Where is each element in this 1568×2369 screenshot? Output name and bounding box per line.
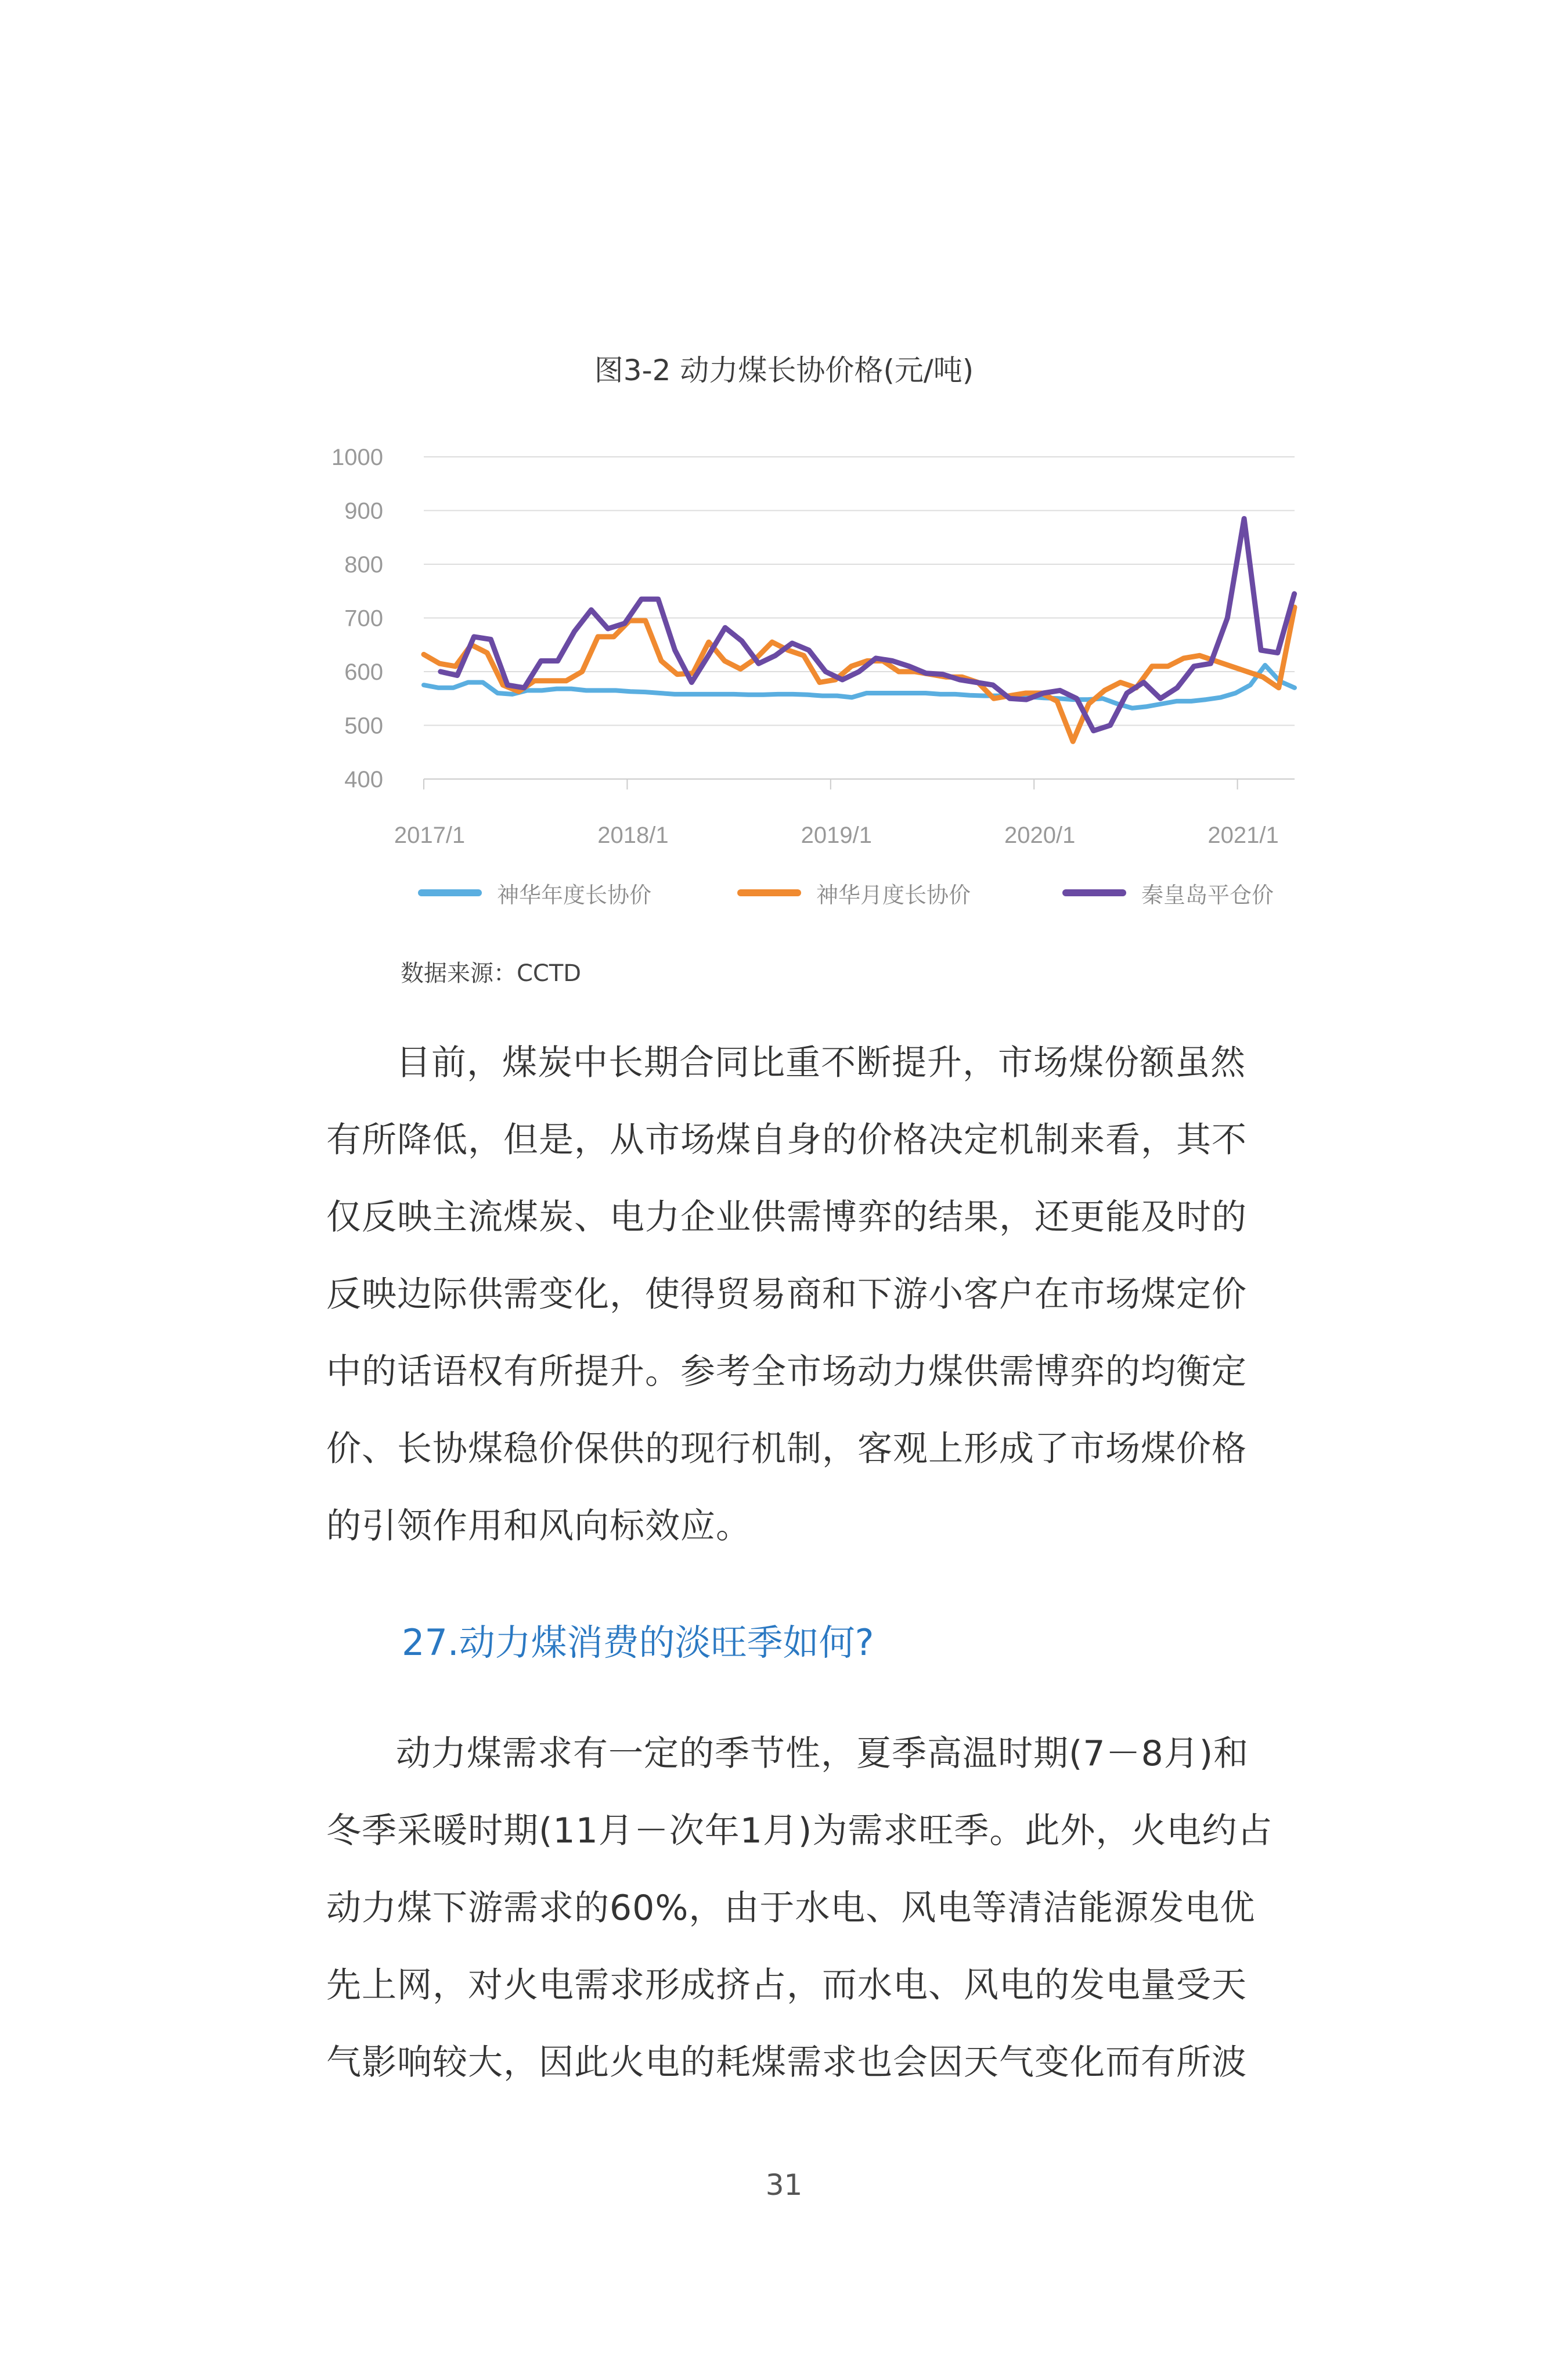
line-chart xyxy=(302,418,1324,859)
x-tick-label: 2020/1 xyxy=(1004,823,1076,848)
section-heading: 27.动力煤消费的淡旺季如何? xyxy=(402,1621,874,1664)
paragraph-1-line: 有所降低，但是，从市场煤自身的价格决定机制来看，其不 xyxy=(326,1120,1247,1160)
legend-item-1 xyxy=(737,875,971,910)
y-tick-label: 700 xyxy=(344,605,383,632)
paragraph-2-line: 动力煤下游需求的60%，由于水电、风电等清洁能源发电优 xyxy=(326,1888,1256,1928)
series-line-2 xyxy=(441,518,1295,730)
y-tick-label: 1000 xyxy=(331,445,383,470)
legend-item-2 xyxy=(1062,875,1274,910)
paragraph-1-line: 反映边际供需变化，使得贸易商和下游小客户在市场煤定价 xyxy=(326,1274,1247,1315)
paragraph-2-line: 气影响较大，因此火电的耗煤需求也会因天气变化而有所波 xyxy=(326,2042,1247,2083)
x-tick-label: 2021/1 xyxy=(1207,823,1279,848)
y-tick-label: 400 xyxy=(344,767,383,792)
legend-item-0 xyxy=(418,875,651,910)
data-source-note: 数据来源：CCTD xyxy=(401,960,582,987)
paragraph-1-line: 目前，煤炭中长期合同比重不断提升，市场煤份额虽然 xyxy=(396,1043,1246,1083)
x-tick-label: 2019/1 xyxy=(801,823,872,848)
y-tick-label: 900 xyxy=(344,498,383,524)
legend-swatch-2 xyxy=(1062,889,1126,896)
x-tick-label: 2018/1 xyxy=(597,823,669,848)
legend-label-0: 神华年度长协价 xyxy=(497,882,652,908)
paragraph-1-line: 的引领作用和风向标效应。 xyxy=(326,1506,751,1546)
page-number: 31 xyxy=(765,2168,803,2202)
paragraph-1-line: 仅反映主流煤炭、电力企业供需博弈的结果，还更能及时的 xyxy=(326,1197,1247,1238)
x-tick-label: 2017/1 xyxy=(394,823,466,848)
figure-title: 图3-2 动力煤长协价格(元/吨) xyxy=(594,354,974,387)
paragraph-2-line: 动力煤需求有一定的季节性，夏季高温时期(7－8月)和 xyxy=(396,1733,1249,1774)
paragraph-1-line: 价、长协煤稳价保供的现行机制，客观上形成了市场煤价格 xyxy=(326,1429,1247,1469)
paragraph-1-line: 中的话语权有所提升。参考全市场动力煤供需博弈的均衡定 xyxy=(326,1351,1247,1392)
legend-swatch-0 xyxy=(418,889,482,896)
paragraph-2-line: 先上网，对火电需求形成挤占，而水电、风电的发电量受天 xyxy=(326,1965,1247,2006)
y-tick-label: 600 xyxy=(344,659,383,685)
legend-label-1: 神华月度长协价 xyxy=(816,882,971,908)
legend-swatch-1 xyxy=(737,889,801,896)
legend-label-2: 秦皇岛平仓价 xyxy=(1141,882,1274,908)
y-tick-label: 500 xyxy=(344,713,383,739)
paragraph-1 xyxy=(326,1025,1307,1565)
y-tick-label: 800 xyxy=(344,552,383,578)
paragraph-2 xyxy=(326,1715,1307,2101)
paragraph-2-line: 冬季采暖时期(11月－次年1月)为需求旺季。此外，火电约占 xyxy=(326,1811,1273,1851)
